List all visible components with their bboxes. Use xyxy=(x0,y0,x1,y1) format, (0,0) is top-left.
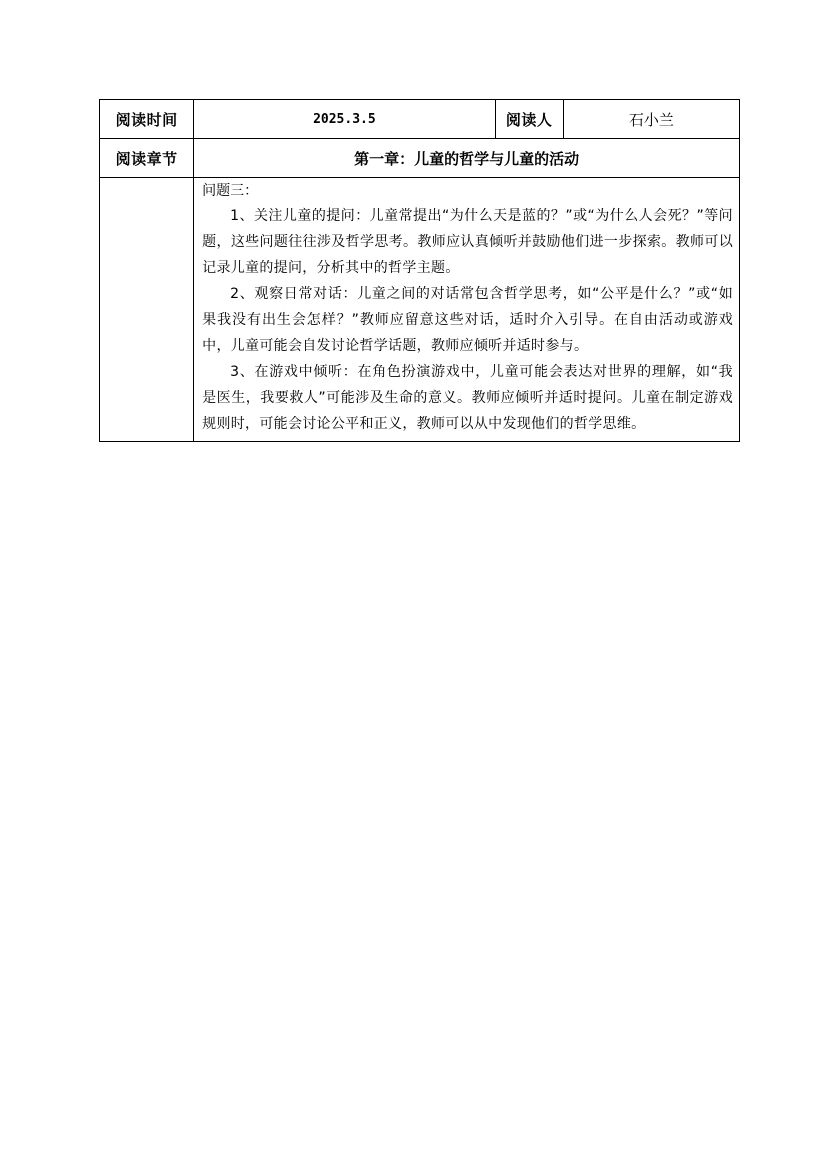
reading-chapter-label: 阅读章节 xyxy=(100,139,194,178)
content-body xyxy=(194,178,740,442)
chapter-title: 第一章：儿童的哲学与儿童的活动 xyxy=(194,139,740,178)
reading-content-row xyxy=(100,178,740,442)
content-paragraph: 2、观察日常对话：儿童之间的对话常包含哲学思考，如“公平是什么？”或“如果我没有出生会怎样？”教师应留意这些对话，适时介入引导。在自由活动或游戏中，儿童可能会自发讨论哲学话题，教师应倾听并适时参与。 xyxy=(202,286,733,354)
content-label xyxy=(100,178,194,442)
reading-record-table xyxy=(99,99,740,442)
reader-label: 阅读人 xyxy=(495,100,563,139)
content-paragraph: 3、在游戏中倾听：在角色扮演游戏中，儿童可能会表达对世界的理解，如“我是医生，我要救人”可能涉及生命的意义。教师应倾听并适时提问。儿童在制定游戏规则时，可能会讨论公平和正义，教师可以从中发现他们的哲学思维。 xyxy=(202,364,733,432)
content-paragraph: 1、关注儿童的提问：儿童常提出“为什么天是蓝的？”或“为什么人会死？”等问题，这些问题往往涉及哲学思考。教师应认真倾听并鼓励他们进一步探索。教师可以记录儿童的提问，分析其中的哲学主题。 xyxy=(202,208,733,276)
reading-date: 2025.3.5 xyxy=(194,100,495,139)
reading-time-label: 阅读时间 xyxy=(100,100,194,139)
question-heading: 问题三： xyxy=(202,183,259,199)
reader-name: 石小兰 xyxy=(563,100,739,139)
reading-time-row xyxy=(100,100,740,139)
reading-chapter-row xyxy=(100,139,740,178)
